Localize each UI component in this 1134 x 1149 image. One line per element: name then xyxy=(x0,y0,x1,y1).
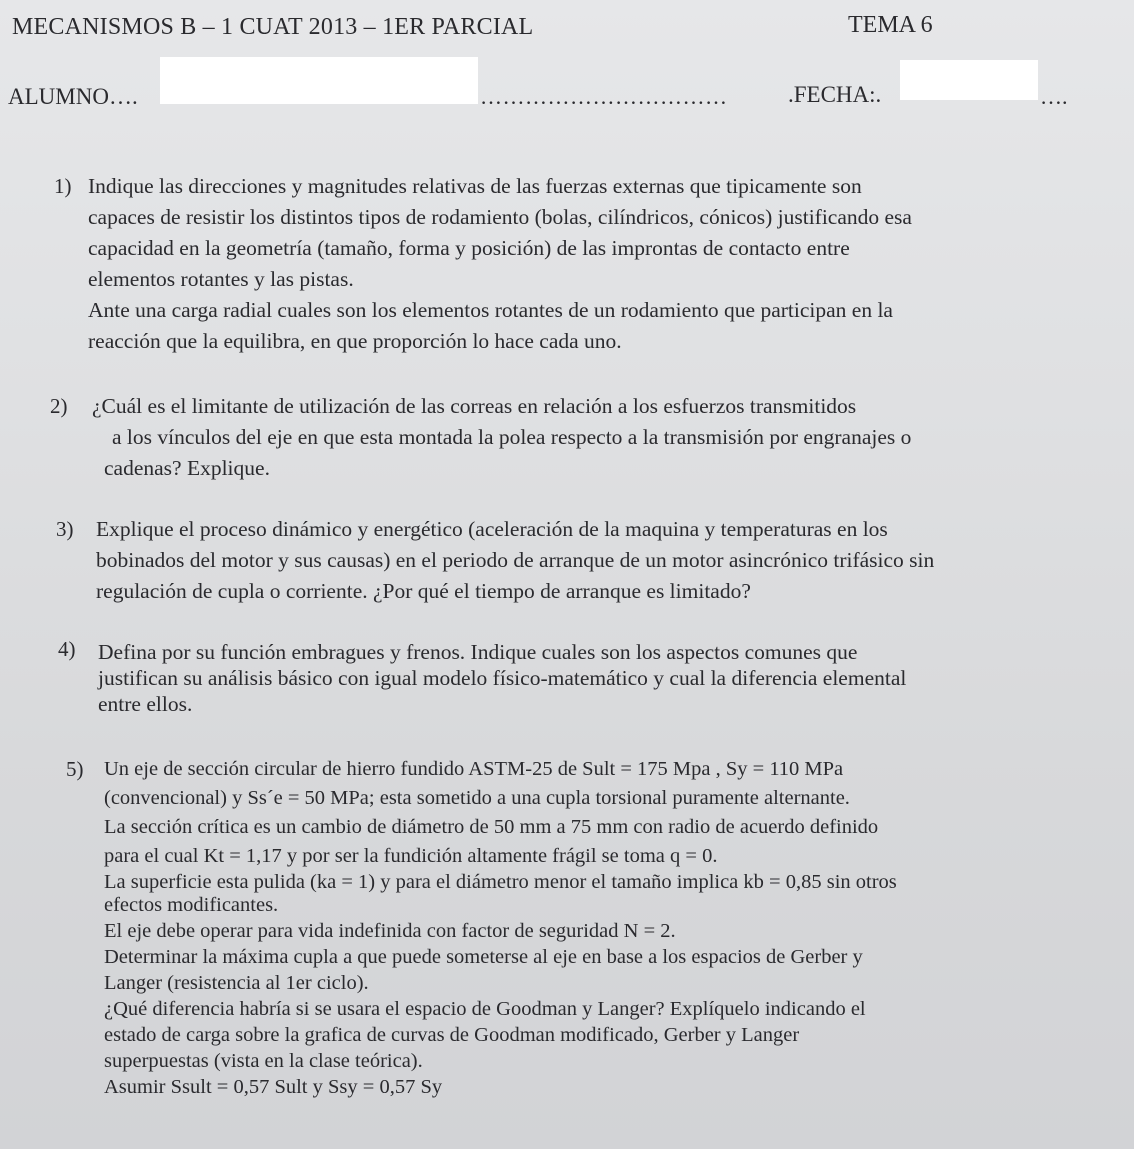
question-line: ¿Qué diferencia habría si se usara el espacio de Goodman y Langer? Explíquelo indicando el xyxy=(104,998,866,1020)
question-2 xyxy=(50,391,912,484)
question-5 xyxy=(66,755,897,1102)
question-line: entre ellos. xyxy=(98,692,193,716)
question-line: El eje debe operar para vida indefinida con factor de seguridad N = 2. xyxy=(104,920,676,942)
fecha-label: .FECHA:. xyxy=(788,82,882,107)
question-line: ¿Cuál es el limitante de utilización de las correas en relación a los esfuerzos transmitidos xyxy=(92,394,857,418)
question-line: Asumir Ssult = 0,57 Sult y Ssy = 0,57 Sy xyxy=(104,1076,443,1098)
alumno-label: ALUMNO…. xyxy=(8,84,138,109)
question-line: Explique el proceso dinámico y energético (aceleración de la maquina y temperaturas en los xyxy=(96,517,888,541)
question-number: 4) xyxy=(58,637,76,661)
question-line: capacidad en la geometría (tamaño, forma y posición) de las improntas de contacto entre xyxy=(88,236,850,260)
question-line: bobinados del motor y sus causas) en el periodo de arranque de un motor asincrónico trifásico sin xyxy=(96,548,935,572)
question-line: La sección crítica es un cambio de diámetro de 50 mm a 75 mm con radio de acuerdo definido xyxy=(104,816,879,838)
question-4 xyxy=(58,636,907,717)
question-line: elementos rotantes y las pistas. xyxy=(88,267,354,291)
question-line: Ante una carga radial cuales son los elementos rotantes de un rodamiento que participan en la xyxy=(88,298,893,322)
question-line: cadenas? Explique. xyxy=(104,456,270,480)
question-line: para el cual Kt = 1,17 y por ser la fundición altamente frágil se toma q = 0. xyxy=(104,845,718,867)
redacted-date-box xyxy=(900,60,1038,100)
question-line: efectos modificantes. xyxy=(104,894,279,916)
question-line: estado de carga sobre la grafica de curvas de Goodman modificado, Gerber y Langer xyxy=(104,1024,800,1046)
question-line: justifican su análisis básico con igual modelo físico-matemático y cual la diferencia elemental xyxy=(98,666,907,690)
question-line: (convencional) y Ss´e = 50 MPa; esta sometido a una cupla torsional puramente alternante. xyxy=(104,787,850,809)
tema-label: TEMA 6 xyxy=(848,12,933,38)
question-3 xyxy=(56,514,935,607)
question-line: capaces de resistir los distintos tipos de rodamiento (bolas, cilíndricos, cónicos) justificando esa xyxy=(88,205,912,229)
question-number: 1) xyxy=(54,174,72,198)
question-number: 5) xyxy=(66,757,84,781)
question-1 xyxy=(54,171,912,357)
question-line: regulación de cupla o corriente. ¿Por qué el tiempo de arranque es limitado? xyxy=(96,579,751,603)
question-line: Defina por su función embragues y frenos. Indique cuales son los aspectos comunes que xyxy=(98,640,858,664)
question-line: La superficie esta pulida (ka = 1) y para el diámetro menor el tamaño implica kb = 0,85 sin otros xyxy=(104,871,897,893)
question-line: Indique las direcciones y magnitudes relativas de las fuerzas externas que tipicamente son xyxy=(88,174,862,198)
question-line: Un eje de sección circular de hierro fundido ASTM-25 de Sult = 175 Mpa , Sy = 110 MPa xyxy=(104,758,844,780)
question-line: a los vínculos del eje en que esta montada la polea respecto a la transmisión por engranajes o xyxy=(112,425,912,449)
question-number: 2) xyxy=(50,394,68,418)
name-dotted-line: …………………………… xyxy=(480,84,728,109)
question-line: Determinar la máxima cupla a que puede someterse al eje en base a los espacios de Gerber y xyxy=(104,946,863,968)
date-dotted-end: …. xyxy=(1040,84,1068,109)
question-line: superpuestas (vista en la clase teórica). xyxy=(104,1050,423,1072)
question-number: 3) xyxy=(56,517,74,541)
exam-title: MECANISMOS B – 1 CUAT 2013 – 1ER PARCIAL xyxy=(12,14,534,40)
redacted-name-box xyxy=(160,57,478,104)
question-line: reacción que la equilibra, en que proporción lo hace cada uno. xyxy=(88,329,622,353)
question-line: Langer (resistencia al 1er ciclo). xyxy=(104,972,369,994)
